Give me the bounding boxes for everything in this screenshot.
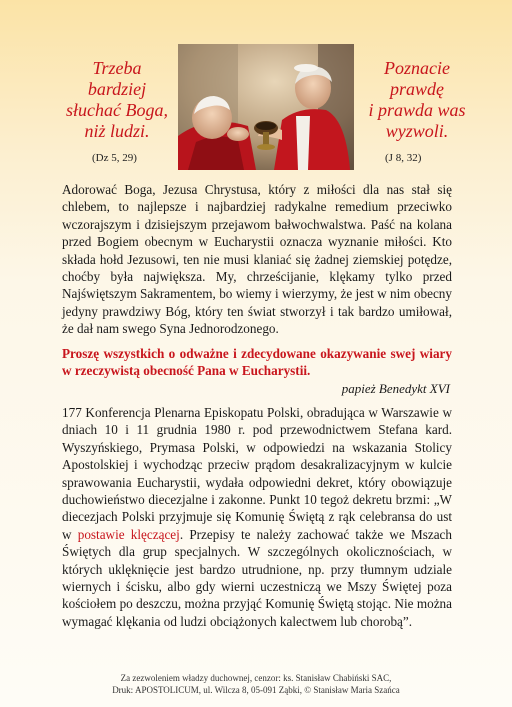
quote-left-reference: (Dz 5, 29): [92, 152, 137, 164]
quote-right: [362, 58, 472, 142]
quote-right-reference: (J 8, 32): [385, 152, 422, 164]
paragraph-adoration: Adorować Boga, Jezusa Chrystusa, który z miłości dla nas stał się chlebem, to najlepsze i najbardziej radykalne remedium przeciwko wczorajszym i dzisiejszym przejawom bałwochwalstwa. Paść na kolana przed Bogiem obecnym w Eucharystii oznacza wyznanie miłości. Kto składa hołd Jezusowi, ten nie musi klaniać się żadnej ziemskiej potędze, choćby była największa. My, chrześcijanie, klękamy tylko przed Najświętszym Sakramentem, bo wiemy i wierzymy, że jest w nim obecny jedyny prawdziwy Bóg, który ten świat stworzył i tak bardzo umiłował, że dał nam swego Syna Jednorodzonego.: [62, 182, 452, 337]
quote-right-line: wyzwoli.: [385, 121, 449, 141]
photo-illustration: [178, 44, 354, 170]
quote-right-line: prawdę: [390, 79, 444, 99]
signature-pope: papież Benedykt XVI: [341, 381, 450, 396]
quote-left-line: niż ludzi.: [84, 121, 150, 141]
quote-left-line: bardziej: [87, 79, 147, 99]
decree-text-after: . Przepisy te należy zachować także we Mszach Świętych dla grup specjalnych. W szczególnych okolicznościach, w których uklęknięcie jest bardzo utrudnione, np. przy tłumnym udziale wiernych i ścisku, albo gdy wierni uczestniczą we Mszy Świętej poza kościołem po deszczu, można przyjąć Komunię Świętą stojąc. Nie można wymagać klękania od ludzi obciążonych kalectwem lub chorobą”.: [62, 526, 453, 629]
photo-communion: [178, 44, 354, 170]
quote-left-line: Trzeba: [92, 58, 142, 78]
decree-text-before: 177 Konferencja Plenarna Episkopatu Polski, obradująca w Warszawie w dniach 10 i 11 grudnia 1980 r. pod przewodnictwem Stefana kard. Wyszyńskiego, Prymasa Polski, w odpowiedzi na wskazania Stolicy Apostolskiej i wychodząc przeciw prądom desakralizacyjnym w kulcie sprawowania Eucharystii, wydała odpowiedni dekret, który obowiązuje duchowieństwo diecezjalne i zakonne. Punkt 10 tegoż dekretu brzmi: „W diecezjach Polski przyjmuje się Komunię Świętą z rąk celebransa do ust w: [62, 405, 452, 542]
quote-right-line: Poznacie: [384, 58, 450, 78]
footer-imprint: [0, 672, 512, 696]
highlight-appeal: Proszę wszystkich o odważne i zdecydowane okazywanie swej wiary w rzeczywistą obecność Pana w Eucharystii.: [62, 346, 452, 379]
quote-right-line: i prawda was: [368, 100, 466, 120]
decree-emphasis: postawie klęczącej: [77, 526, 180, 542]
quote-left-line: słuchać Boga,: [66, 100, 168, 120]
paragraph-decree: [62, 404, 452, 630]
footer-line: Za zezwoleniem władzy duchownej, cenzor: ks. Stanisław Chabiński SAC,: [120, 673, 392, 683]
quote-left: [62, 58, 172, 142]
footer-line: Druk: APOSTOLICUM, ul. Wilcza 8, 05-091 Ząbki, © Stanisław Maria Szańca: [112, 685, 400, 695]
